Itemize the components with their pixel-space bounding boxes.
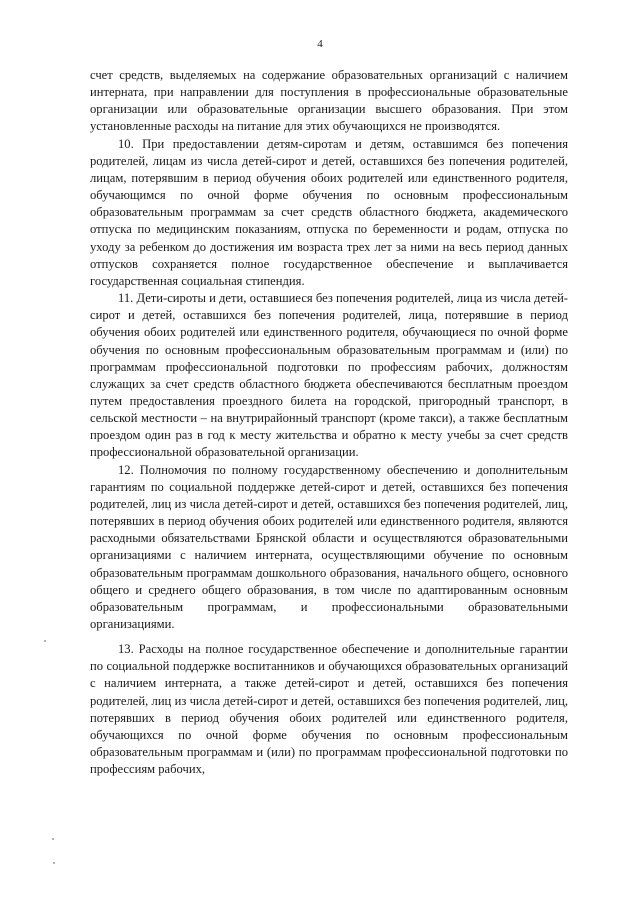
paragraph-10: 10. При предоставлении детям-сиротам и детям, оставшимся без попечения родителей, лицам из числа детей-сирот и детей, оставшихся без попечения родителей, лицам, потерявшим в период обучения обоих родителей или единственного родителя, обучающимся по очной форме обучения по основным профессиональным образовательным программам за счет средств областного бюджета, академического отпуска по медицинским показаниям, отпуска по беременности и родам, отпуска по уходу за ребенком до достижения им возраста трех лет за ними на весь период данных отпусков сохраняется полное государственное обеспечение и выплачивается государственная социальная стипендия. xyxy=(90,136,568,288)
paragraph-continuation: счет средств, выделяемых на содержание образовательных организаций с наличием интерната, при направлении для поступления в профессиональные образовательные организации или образовательные организации высшего образования. При этом установленные расходы на питание для этих обучающихся не производятся. xyxy=(90,68,568,134)
scan-speck xyxy=(44,640,46,642)
paragraph-13: 13. Расходы на полное государственное обеспечение и дополнительные гарантии по социальной поддержке воспитанников и обучающихся образовательных организаций с наличием интерната, а также детей-сирот и детей, оставшихся без попечения родителей, лиц из числа детей-сирот и детей, оставшихся без попечения родителей, лиц, потерявших в период обучения обоих родителей или единственного родителя, обучающихся по очной форме обучения по основным профессиональным образовательным программам и (или) по программам профессиональной подготовки по профессиям рабочих, xyxy=(90,642,568,777)
document-body xyxy=(90,67,568,778)
paragraph-12: 12. Полномочия по полному государственному обеспечению и дополнительным гарантиям по социальной поддержке детей-сирот и детей, оставшихся без попечения родителей, лиц из числа детей-сирот и детей, оставшихся без попечения родителей, лиц, потерявших в период обучения обоих родителей или единственного родителя, являются расходными обязательствами Брянской области и осуществляются образовательными организациями с наличием интерната, осуществляющими обучение по основным образовательным программам дошкольного образования, начального общего, основного общего и среднего общего образования, в том числе по адаптированным основным образовательным программам, и профессиональными образовательными организациями. xyxy=(90,462,568,631)
scan-speck xyxy=(52,838,54,840)
page-number: 4 xyxy=(317,38,323,50)
paragraph-11: 11. Дети-сироты и дети, оставшиеся без попечения родителей, лица из числа детей-сирот и детей, оставшихся без попечения родителей, лица, потерявшие в период обучения обоих родителей или единственного родителя, обучающиеся по очной форме обучения по основным профессиональным образовательным программам и (или) по программам профессиональной подготовки по профессиям рабочих, должностям служащих за счет средств областного бюджета обеспечиваются бесплатным проездом путем предоставления проездного билета на городской, пригородный транспорт, в сельской местности – на внутрирайонный транспорт (кроме такси), а также бесплатным проездом один раз в год к месту жительства и обратно к месту учебы за счет средств профессиональной образовательной организации. xyxy=(90,291,568,460)
scan-speck xyxy=(53,862,55,864)
